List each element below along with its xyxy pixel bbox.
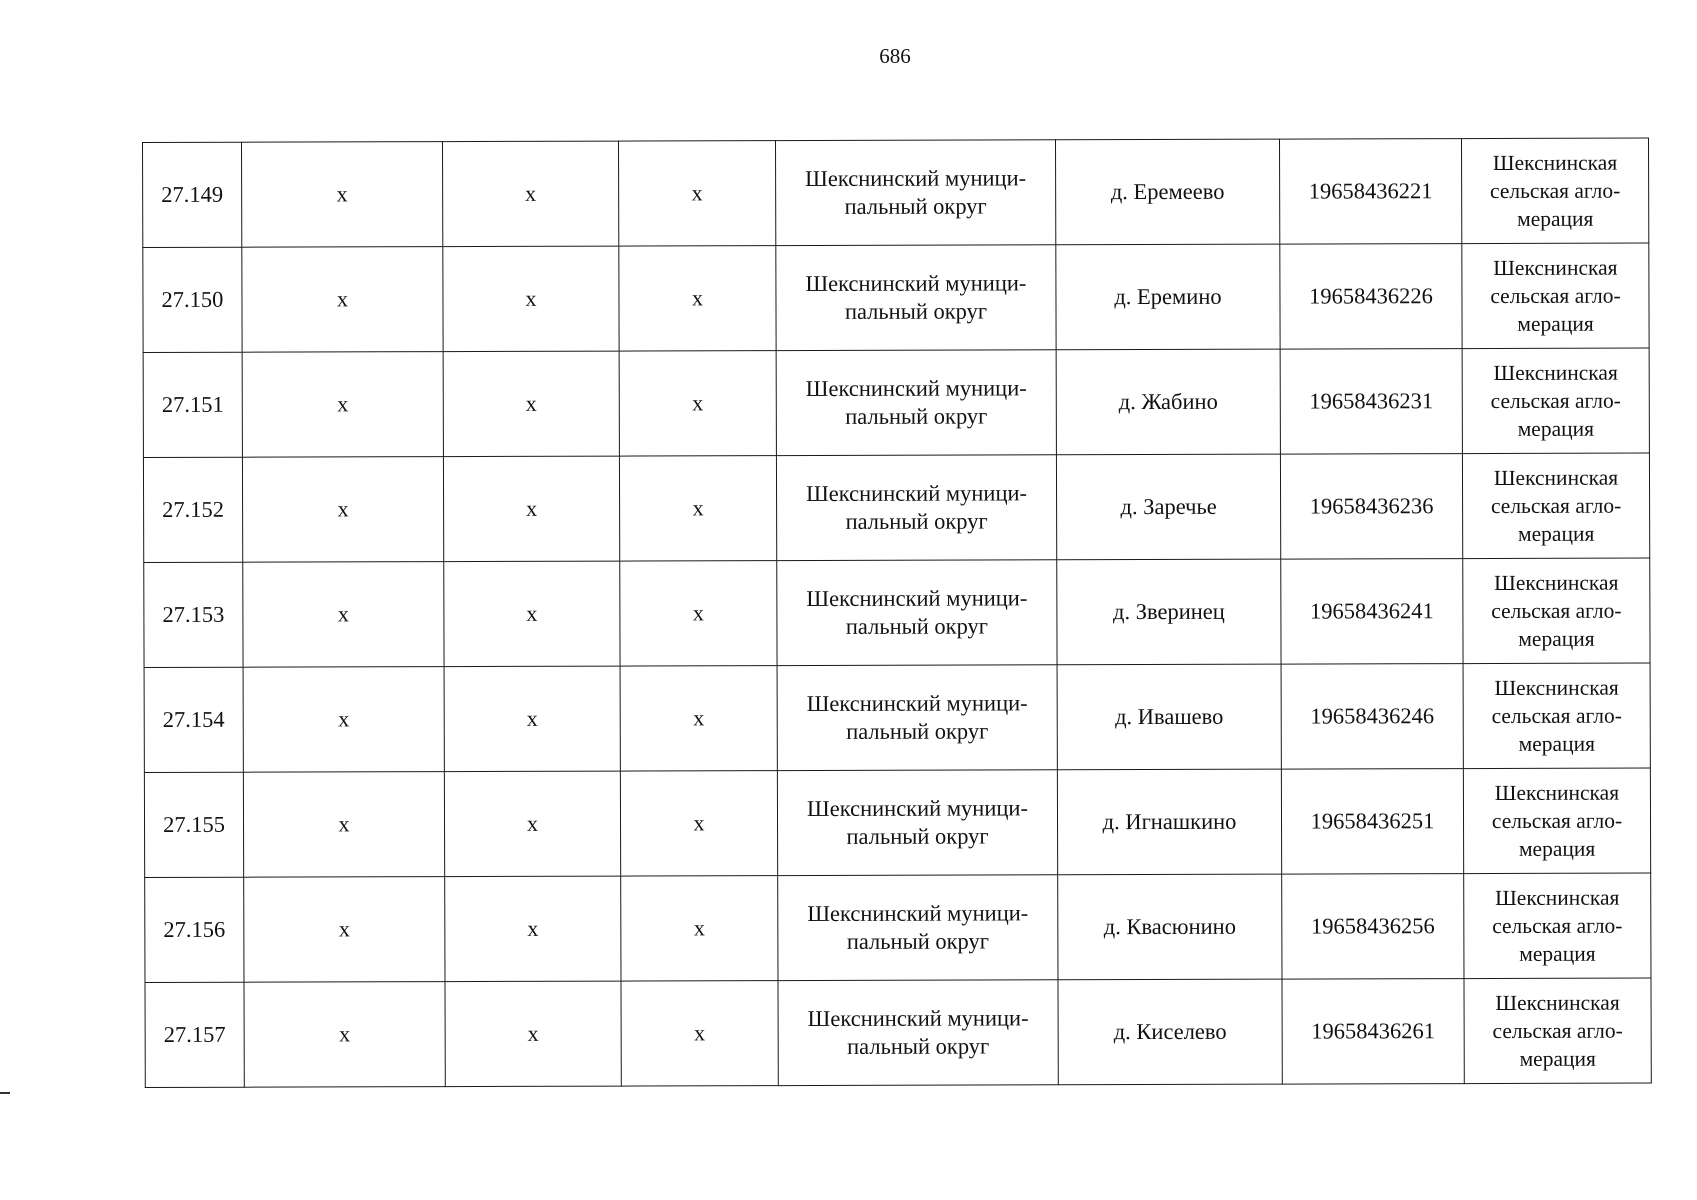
cell-x-1: x — [242, 352, 443, 458]
agglomeration-cell: Шекснинская сельская агло-мерация — [1461, 138, 1648, 244]
cell-x-1: x — [242, 142, 443, 248]
code-cell: 19658436221 — [1279, 139, 1461, 245]
agglomeration-cell: Шекснинская сельская агло-мерация — [1462, 453, 1649, 559]
table-row — [143, 243, 1649, 352]
settlement-cell: д. Квасюнино — [1058, 874, 1282, 980]
settlement-cell: д. Жабино — [1056, 349, 1280, 455]
district-cell: Шекснинский муници-пальный округ — [776, 350, 1056, 456]
cell-x-3: x — [618, 141, 775, 246]
settlement-cell: д. Ивашево — [1057, 664, 1281, 770]
agglomeration-cell: Шекснинская сельская агло-мерация — [1463, 768, 1650, 874]
cell-x-2: x — [443, 351, 619, 457]
row-number: 27.152 — [143, 457, 242, 562]
table-row — [144, 663, 1650, 772]
agglomeration-cell: Шекснинская сельская агло-мерация — [1462, 348, 1649, 454]
cell-x-3: x — [620, 561, 777, 666]
cell-x-2: x — [445, 981, 621, 1087]
code-cell: 19658436241 — [1281, 559, 1463, 665]
cell-x-1: x — [243, 772, 444, 878]
code-cell: 19658436261 — [1282, 979, 1464, 1085]
table-row — [144, 768, 1650, 877]
cell-x-1: x — [244, 877, 445, 983]
row-number: 27.154 — [144, 667, 243, 772]
table-row — [143, 453, 1649, 562]
cell-x-3: x — [621, 981, 778, 1086]
table-row — [143, 348, 1649, 457]
cell-x-3: x — [619, 246, 776, 351]
code-cell: 19658436246 — [1281, 664, 1463, 770]
cell-x-1: x — [242, 457, 443, 563]
scan-margin-mark — [0, 1092, 10, 1094]
cell-x-2: x — [444, 666, 620, 772]
district-cell: Шекснинский муници-пальный округ — [777, 665, 1057, 771]
row-number: 27.157 — [145, 982, 244, 1087]
cell-x-3: x — [619, 351, 776, 456]
settlement-cell: д. Заречье — [1056, 454, 1280, 560]
row-number: 27.151 — [143, 352, 242, 457]
settlement-cell: д. Еремино — [1056, 244, 1280, 350]
district-cell: Шекснинский муници-пальный округ — [777, 560, 1057, 666]
cell-x-2: x — [443, 141, 619, 247]
code-cell: 19658436236 — [1280, 454, 1462, 560]
cell-x-1: x — [243, 667, 444, 773]
settlements-table — [142, 138, 1652, 1088]
agglomeration-cell: Шекснинская сельская агло-мерация — [1463, 663, 1650, 769]
table-row — [145, 873, 1651, 982]
agglomeration-cell: Шекснинская сельская агло-мерация — [1464, 978, 1651, 1084]
cell-x-2: x — [444, 561, 620, 667]
cell-x-2: x — [444, 771, 620, 877]
row-number: 27.156 — [145, 877, 244, 982]
cell-x-1: x — [244, 982, 445, 1088]
settlement-cell: д. Еремеево — [1055, 139, 1279, 245]
district-cell: Шекснинский муници-пальный округ — [778, 980, 1058, 1086]
code-cell: 19658436256 — [1282, 874, 1464, 980]
cell-x-2: x — [443, 456, 619, 562]
row-number: 27.149 — [143, 142, 242, 247]
cell-x-1: x — [242, 247, 443, 353]
district-cell: Шекснинский муници-пальный округ — [778, 875, 1058, 981]
settlement-cell: д. Игнашкино — [1057, 769, 1281, 875]
cell-x-3: x — [620, 771, 777, 876]
cell-x-3: x — [620, 666, 777, 771]
code-cell: 19658436226 — [1280, 244, 1462, 350]
row-number: 27.150 — [143, 247, 242, 352]
cell-x-3: x — [621, 876, 778, 981]
table-row — [144, 558, 1650, 667]
row-number: 27.153 — [144, 562, 243, 667]
code-cell: 19658436231 — [1280, 349, 1462, 455]
page-number: 686 — [879, 44, 911, 68]
district-cell: Шекснинский муници-пальный округ — [776, 455, 1056, 561]
district-cell: Шекснинский муници-пальный округ — [777, 770, 1057, 876]
district-cell: Шекснинский муници-пальный округ — [776, 245, 1056, 351]
settlement-cell: д. Зверинец — [1057, 559, 1281, 665]
code-cell: 19658436251 — [1281, 769, 1463, 875]
table-row — [143, 138, 1649, 247]
cell-x-3: x — [619, 456, 776, 561]
row-number: 27.155 — [144, 772, 243, 877]
cell-x-2: x — [445, 876, 621, 982]
table-row — [145, 978, 1651, 1087]
agglomeration-cell: Шекснинская сельская агло-мерация — [1464, 873, 1651, 979]
settlement-cell: д. Киселево — [1058, 979, 1282, 1085]
agglomeration-cell: Шекснинская сельская агло-мерация — [1463, 558, 1650, 664]
cell-x-1: x — [243, 562, 444, 668]
cell-x-2: x — [443, 246, 619, 352]
agglomeration-cell: Шекснинская сельская агло-мерация — [1462, 243, 1649, 349]
district-cell: Шекснинский муници-пальный округ — [775, 140, 1055, 246]
